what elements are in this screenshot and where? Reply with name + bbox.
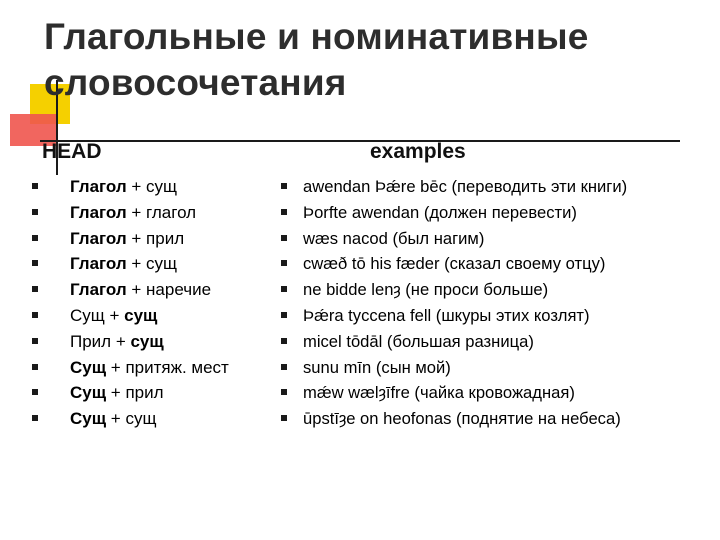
pattern-operator: + [126,177,147,196]
pattern-first-word: Глагол [70,228,127,248]
example-text: ne bidde lenȝ (не проси больше) [303,280,549,300]
head-pattern-item [32,406,272,432]
bullet-icon [281,235,287,241]
head-pattern-item [32,329,272,355]
example-text: Þǽra tyccena fell (шкуры этих козлят) [303,305,590,325]
example-item [281,380,711,406]
head-pattern-item [32,355,272,381]
pattern-first-word: Прил [70,331,112,351]
bullet-icon [281,338,287,344]
pattern-operator: + [106,357,126,377]
examples-list [281,174,711,432]
pattern-text [70,380,164,406]
pattern-first-word: Сущ [70,357,107,377]
head-pattern-item [32,251,272,277]
bullet-icon [32,312,38,318]
bullet-icon [32,389,38,395]
bullet-icon [281,312,287,318]
example-text: micel tōdāl (большая разница) [303,331,534,351]
example-text: wæs nacod (был нагим) [303,228,485,248]
pattern-text [70,200,196,226]
examples-column-label: examples [370,140,466,163]
pattern-operator: + [126,254,147,274]
example-text: mǽw wælȝīfre (чайка кровожадная) [303,383,575,403]
head-pattern-item [32,277,272,303]
bullet-icon [32,415,38,421]
example-item [281,355,711,381]
head-pattern-list [32,174,272,432]
pattern-operator: + [104,305,125,325]
pattern-text [70,174,177,200]
bullet-icon [281,260,287,266]
example-text: awendan Þǽre bēc (переводить эти книги) [303,177,628,196]
pattern-first-word: Глагол [70,202,127,222]
head-column-label: HEAD [42,140,102,163]
pattern-second-word: сущ [146,177,178,196]
example-text: ūpstīȝe on heofonas (поднятие на небеса) [303,409,621,429]
head-pattern-item [32,303,272,329]
pattern-operator: + [106,409,126,429]
pattern-second-word: сущ [146,254,178,274]
bullet-icon [281,209,287,215]
pattern-operator: + [126,280,147,300]
pattern-operator: + [106,383,126,403]
bullet-icon [32,235,38,241]
pattern-text [70,329,164,355]
pattern-first-word: Глагол [70,177,127,196]
head-pattern-item [32,380,272,406]
pattern-first-word: Сущ [70,409,107,429]
title-underline [40,140,680,142]
example-text: sunu mīn (сын мой) [303,357,451,377]
pattern-operator: + [126,202,147,222]
pattern-text [70,355,229,381]
pattern-first-word: Сущ [70,383,107,403]
pattern-second-word: сущ [130,331,164,351]
bullet-icon [281,286,287,292]
head-pattern-item [32,174,272,200]
example-item [281,303,711,329]
pattern-operator: + [111,331,131,351]
example-item [281,200,711,226]
pattern-first-word: Сущ [70,305,105,325]
bullet-icon [281,183,287,189]
pattern-text [70,277,211,303]
slide-title: Глагольные и номинативные словосочетания [44,16,589,103]
bullet-icon [32,338,38,344]
head-pattern-item [32,226,272,252]
bullet-icon [32,286,38,292]
pattern-text [70,251,177,277]
bullet-icon [32,364,38,370]
pattern-text [70,226,184,252]
pattern-second-word: сущ [125,409,157,429]
example-item [281,406,711,432]
example-item [281,251,711,277]
bullet-icon [281,364,287,370]
bullet-icon [32,209,38,215]
head-pattern-item [32,200,272,226]
pattern-first-word: Глагол [70,254,127,274]
bullet-icon [32,183,38,189]
bullet-icon [32,260,38,266]
example-item [281,174,711,200]
pattern-first-word: Глагол [70,280,127,300]
pattern-second-word: прил [125,383,164,403]
pattern-second-word: глагол [146,202,197,222]
example-text: cwæð tō his fæder (сказал своему отцу) [303,254,606,274]
pattern-second-word: прил [146,228,185,248]
example-item [281,277,711,303]
pattern-second-word: притяж. мест [125,357,229,377]
pattern-operator: + [126,228,147,248]
example-text: Þorfte awendan (должен перевести) [303,202,577,222]
example-item [281,329,711,355]
pattern-second-word: сущ [124,305,158,325]
example-item [281,226,711,252]
bullet-icon [281,389,287,395]
pattern-text [70,303,157,329]
pattern-second-word: наречие [146,280,212,300]
pattern-text [70,406,156,432]
bullet-icon [281,415,287,421]
